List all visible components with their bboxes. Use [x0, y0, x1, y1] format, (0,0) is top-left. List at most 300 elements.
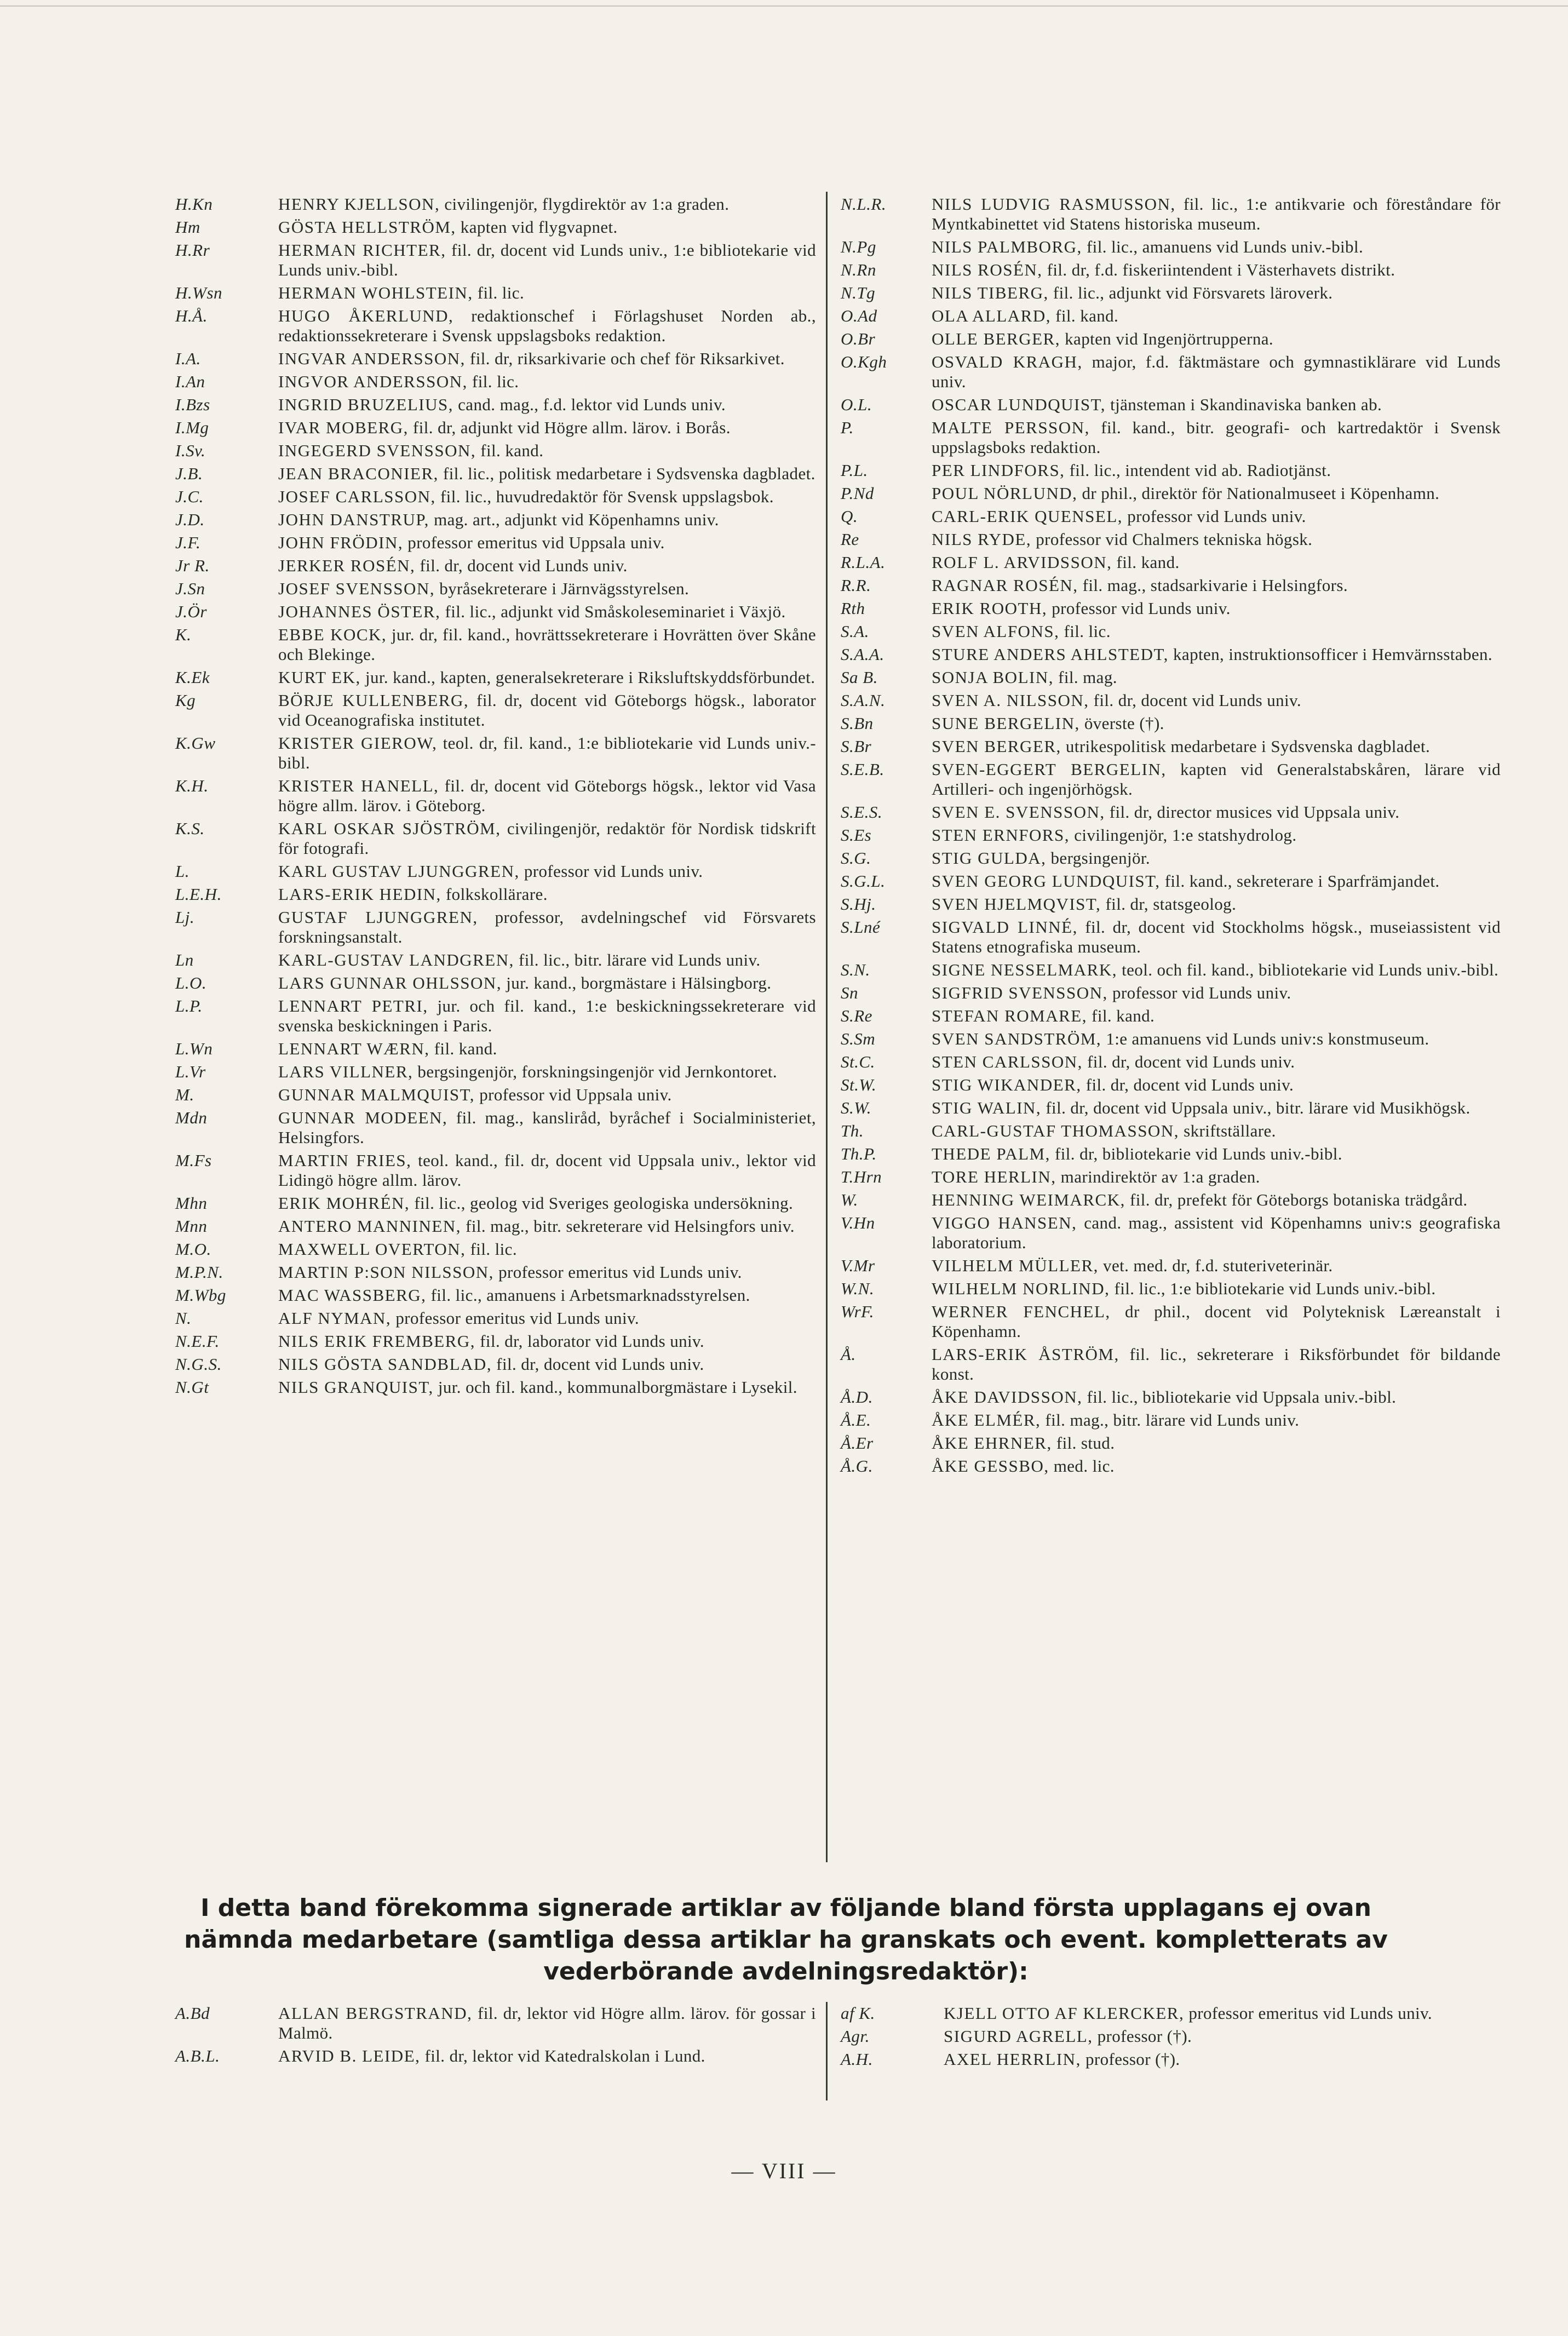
contributor-name: NILS ERIK FREMBERG,: [278, 1331, 476, 1351]
signature-abbreviation: P.: [841, 418, 854, 437]
contributor-description: [278, 1308, 816, 1328]
contributor-title: professor vid Lunds univ.: [1123, 507, 1306, 526]
signature-abbreviation: J.Ör: [175, 602, 207, 621]
signature-abbreviation: WrF.: [841, 1302, 874, 1321]
contributor-description: [278, 217, 816, 237]
contributor-name: SIGFRID SVENSSON,: [932, 983, 1108, 1002]
contributor-description: [932, 1456, 1501, 1476]
contributor-title: jur. kand., kapten, generalsekreterare i Riksluftskyddsförbundet.: [360, 668, 815, 687]
contributor-title: fil. dr, riksarkivarie och chef för Riksarkivet.: [465, 349, 785, 368]
contributor-title: fil. dr, laborator vid Lunds univ.: [475, 1331, 705, 1351]
contributor-title: kapten vid flygvapnet.: [456, 217, 618, 237]
contributor-entry: [841, 1190, 1501, 1210]
signature-abbreviation: S.A.A.: [841, 645, 884, 664]
signature-abbreviation: L.P.: [175, 996, 203, 1015]
signature-abbreviation: K.H.: [175, 776, 209, 795]
contributor-entry: [841, 848, 1501, 868]
contributor-entry: [175, 733, 816, 773]
contributor-title: professor emeritus vid Lunds univ.: [1184, 2004, 1433, 2023]
contributor-description: [278, 776, 816, 816]
contributor-entry: [841, 1302, 1501, 1341]
contributor-entry: [841, 530, 1501, 549]
contributor-name: NILS GÖSTA SANDBLAD,: [278, 1354, 492, 1374]
contributor-title: professor vid Uppsala univ.: [475, 1085, 672, 1104]
contributor-name: STIG GULDA,: [932, 848, 1047, 868]
contributor-entry: [175, 625, 816, 664]
contributor-title: bergsingenjör, forskningsingenjör vid Jernkontoret.: [413, 1062, 777, 1081]
column-divider: [826, 192, 828, 1862]
contributor-name: BÖRJE KULLENBERG,: [278, 691, 469, 710]
contributor-title: fil. dr, docent vid Uppsala univ., bitr. lärare vid Musikhögsk.: [1041, 1098, 1471, 1117]
contributor-entry: [841, 714, 1501, 733]
contributor-description: [932, 576, 1501, 595]
contributor-description: [278, 1108, 816, 1147]
contributor-description: [932, 871, 1501, 891]
contributor-entry: [175, 510, 816, 530]
contributor-name: VIGGO HANSEN,: [932, 1213, 1077, 1232]
contributor-description: [932, 848, 1501, 868]
contributor-description: [932, 691, 1501, 710]
contributor-entry: [841, 194, 1501, 234]
contributor-name: KRISTER GIEROW,: [278, 733, 438, 753]
contributor-entry: [841, 306, 1501, 326]
contributor-description: [278, 691, 816, 730]
contributor-name: ÅKE DAVIDSSON,: [932, 1387, 1083, 1407]
contributor-name: ALF NYMAN,: [278, 1308, 392, 1328]
contributor-title: fil. lic., geolog vid Sveriges geologiska undersökning.: [410, 1193, 794, 1213]
contributor-title: civilingenjör, 1:e statshydrolog.: [1070, 825, 1297, 845]
contributor-description: [932, 1121, 1501, 1141]
contributor-name: STEN ERNFORS,: [932, 825, 1070, 845]
contributor-description: [278, 1331, 816, 1351]
contributor-entry: [175, 395, 816, 415]
contributor-title: fil. dr, f.d. fiskeriintendent i Västerhavets distrikt.: [1042, 260, 1395, 279]
contributor-entry: [841, 645, 1501, 664]
contributor-description: [932, 484, 1501, 503]
contributor-entry: [841, 1052, 1501, 1072]
contributor-name: NILS GRANQUIST,: [278, 1378, 434, 1397]
contributor-title: fil. lic., sekreterare i Riksförbundet för bildande konst.: [932, 1345, 1501, 1384]
contributor-name: NILS RYDE,: [932, 530, 1032, 549]
contributor-description: [278, 1039, 816, 1059]
signature-abbreviation: S.Hj.: [841, 894, 876, 914]
contributor-entry: [175, 217, 816, 237]
contributor-title: professor vid Lunds univ.: [1107, 983, 1291, 1002]
signature-abbreviation: I.A.: [175, 349, 201, 368]
signature-abbreviation: J.F.: [175, 533, 201, 552]
signature-abbreviation: S.N.: [841, 960, 870, 979]
contributor-name: SIGURD AGRELL,: [944, 2027, 1093, 2046]
signature-abbreviation: O.Ad: [841, 306, 877, 325]
contributor-entry: [175, 533, 816, 553]
signature-abbreviation: Th.P.: [841, 1144, 877, 1163]
contributor-title: fil. kand.: [476, 441, 544, 460]
contributor-entry: [175, 1216, 816, 1236]
contributor-entry: [841, 1387, 1501, 1407]
contributor-entry: [175, 2004, 816, 2043]
signature-abbreviation: A.B.L.: [175, 2046, 220, 2065]
contributor-entry: [841, 1345, 1501, 1384]
contributor-name: SIGVALD LINNÉ,: [932, 917, 1078, 937]
contributor-entry: [175, 240, 816, 280]
contributor-description: [932, 237, 1501, 257]
contributor-title: fil. dr, adjunkt vid Högre allm. lärov. i Borås.: [408, 418, 731, 437]
signature-abbreviation: J.D.: [175, 510, 205, 529]
contributor-name: PER LINDFORS,: [932, 461, 1065, 480]
contributor-description: [278, 441, 816, 461]
signature-abbreviation: V.Hn: [841, 1213, 875, 1232]
contributor-description: [932, 645, 1501, 664]
contributor-title: fil. lic., huvudredaktör för Svensk uppslagsbok.: [435, 487, 774, 506]
contributor-title: fil. lic., bibliotekarie vid Uppsala univ.-bibl.: [1082, 1387, 1397, 1407]
contributor-title: överste (†).: [1079, 714, 1164, 733]
signature-abbreviation: Agr.: [841, 2027, 870, 2046]
signature-abbreviation: A.Bd: [175, 2004, 210, 2023]
contributor-entry: [841, 418, 1501, 457]
contributor-title: fil. dr, docent vid Lunds univ.: [415, 556, 628, 575]
contributor-name: GUSTAF LJUNGGREN,: [278, 908, 478, 927]
contributor-name: LENNART WÆRN,: [278, 1039, 430, 1058]
contributor-title: fil. lic., bitr. lärare vid Lunds univ.: [514, 950, 761, 969]
contributor-title: fil. lic.: [473, 283, 525, 302]
contributor-description: [932, 760, 1501, 799]
contributor-description: [278, 1151, 816, 1190]
contributor-name: ERIK MOHRÉN,: [278, 1193, 410, 1213]
signature-abbreviation: S.G.L.: [841, 871, 886, 891]
contributor-title: fil. lic., politisk medarbetare i Sydsvenska dagbladet.: [438, 464, 815, 483]
contributor-title: professor vid Lunds univ.: [519, 862, 703, 881]
contributor-entry: [175, 885, 816, 904]
contributor-title: dr phil., direktör för Nationalmuseet i Köpenhamn.: [1077, 484, 1440, 503]
signature-abbreviation: L.E.H.: [175, 885, 222, 904]
contributor-entry: [175, 1062, 816, 1082]
contributor-name: HERMAN WOHLSTEIN,: [278, 283, 473, 302]
contributor-name: JOHN FRÖDIN,: [278, 533, 404, 552]
contributor-description: [278, 372, 816, 392]
contributor-title: teol. och fil. kand., bibliotekarie vid Lunds univ.-bibl.: [1117, 960, 1499, 979]
contributor-title: fil. lic., amanuens vid Lunds univ.-bibl.: [1082, 237, 1364, 256]
contributor-title: fil. dr, docent vid Lunds univ.: [1081, 1075, 1294, 1094]
contributor-name: ÅKE GESSBO,: [932, 1456, 1049, 1476]
contributor-entry: [175, 908, 816, 947]
signature-abbreviation: S.A.N.: [841, 691, 886, 710]
contributor-entry: [175, 283, 816, 303]
contributor-title: folkskollärare.: [441, 885, 548, 904]
contributor-entry: [841, 1279, 1501, 1299]
contributor-name: NILS ROSÉN,: [932, 260, 1043, 279]
contributor-title: professor (†).: [1081, 2050, 1180, 2069]
contributor-name: JOHANNES ÖSTER,: [278, 602, 441, 621]
signature-abbreviation: S.E.S.: [841, 802, 883, 822]
contributor-description: [278, 973, 816, 993]
signature-abbreviation: Å.: [841, 1345, 856, 1364]
signature-abbreviation: Mnn: [175, 1216, 208, 1236]
contributor-entry: [841, 1075, 1501, 1095]
signature-abbreviation: P.L.: [841, 461, 868, 480]
contributor-description: [932, 1387, 1501, 1407]
contributor-title: fil. dr, docent vid Lunds univ.: [1082, 1052, 1295, 1071]
contributor-title: professor vid Chalmers tekniska högsk.: [1031, 530, 1313, 549]
contributor-title: cand. mag., f.d. lektor vid Lunds univ.: [453, 395, 726, 414]
signature-abbreviation: K.Ek: [175, 668, 210, 687]
contributor-title: tjänsteman i Skandinaviska banken ab.: [1105, 395, 1382, 414]
contributor-name: GÖSTA HELLSTRÖM,: [278, 217, 456, 237]
contributor-title: professor emeritus vid Lunds univ.: [493, 1262, 742, 1282]
contributor-description: [932, 352, 1501, 392]
contributor-name: LARS GUNNAR OHLSSON,: [278, 973, 502, 992]
contributor-entry: [841, 599, 1501, 618]
contributor-name: KJELL OTTO AF KLERCKER,: [944, 2004, 1185, 2023]
contributor-name: INGVOR ANDERSSON,: [278, 372, 468, 391]
contributor-entry: [841, 894, 1501, 914]
signature-abbreviation: S.Sm: [841, 1029, 876, 1048]
contributor-title: med. lic.: [1049, 1456, 1115, 1476]
signature-abbreviation: I.Bzs: [175, 395, 210, 414]
signature-abbreviation: S.Bn: [841, 714, 874, 733]
contributor-name: CARL-GUSTAF THOMASSON,: [932, 1121, 1179, 1140]
contributor-entry: [841, 576, 1501, 595]
contributors-right-column: [841, 194, 1501, 1479]
contributor-title: professor, avdelningschef vid Försvarets forskningsanstalt.: [278, 908, 816, 946]
contributor-description: [932, 960, 1501, 980]
contributor-description: [944, 2050, 1501, 2069]
contributor-name: GUNNAR MODEEN,: [278, 1108, 448, 1127]
contributor-title: fil. dr, prefekt för Göteborgs botaniska trädgård.: [1125, 1190, 1468, 1209]
contributor-entry: [175, 973, 816, 993]
contributor-entry: [841, 553, 1501, 572]
contributor-description: [278, 464, 816, 484]
contributor-description: [932, 283, 1501, 303]
contributor-description: [278, 1216, 816, 1236]
contributor-description: [932, 1167, 1501, 1187]
contributor-name: SONJA BOLIN,: [932, 668, 1054, 687]
signature-abbreviation: Rth: [841, 599, 865, 618]
contributor-name: KARL GUSTAV LJUNGGREN,: [278, 862, 520, 881]
signature-abbreviation: T.Hrn: [841, 1167, 882, 1186]
signature-abbreviation: M.P.N.: [175, 1262, 223, 1282]
contributor-entry: [841, 960, 1501, 980]
contributor-description: [932, 1433, 1501, 1453]
contributor-entry: [841, 352, 1501, 392]
contributor-name: ALLAN BERGSTRAND,: [278, 2004, 473, 2023]
contributor-entry: [841, 283, 1501, 303]
contributor-description: [278, 908, 816, 947]
contributor-title: fil. dr, lektor vid Katedralskolan i Lund.: [420, 2046, 705, 2065]
signature-abbreviation: K.: [175, 625, 192, 644]
contributor-entry: [841, 1433, 1501, 1453]
contributor-description: [278, 733, 816, 773]
contributor-name: SVEN HJELMQVIST,: [932, 894, 1101, 914]
signature-abbreviation: M.: [175, 1085, 194, 1104]
contributor-title: redaktionschef i Förlagshuset Norden ab., redaktionssekreterare i Svensk uppslagsboks redaktion.: [278, 306, 816, 345]
contributor-entry: [841, 329, 1501, 349]
signature-abbreviation: N.: [175, 1308, 192, 1328]
signature-abbreviation: N.L.R.: [841, 194, 887, 214]
signature-abbreviation: I.Sv.: [175, 441, 206, 460]
contributor-title: jur. och fil. kand., 1:e beskickningssekreterare vid svenska beskickningen i Paris.: [278, 996, 816, 1035]
first-edition-intro-heading: I detta band förekomma signerade artiklar av följande bland första upplagans ej ovan nämnda medarbetare (samtliga dessa artiklar ha granskats och event. kompletterats av vederbörande avdelningsredaktör):: [184, 1894, 1388, 1985]
signature-abbreviation: Q.: [841, 507, 858, 526]
first-edition-right-column: [841, 2004, 1501, 2073]
contributor-entry: [175, 1039, 816, 1059]
contributor-title: fil. lic.: [467, 372, 519, 391]
contributor-entry: [175, 776, 816, 816]
signature-abbreviation: N.Pg: [841, 237, 876, 256]
contributor-description: [944, 2004, 1501, 2023]
contributor-entry: [841, 760, 1501, 799]
contributor-description: [278, 1262, 816, 1282]
contributor-description: [278, 1285, 816, 1305]
signature-abbreviation: Kg: [175, 691, 196, 710]
contributor-name: AXEL HERRLIN,: [944, 2050, 1081, 2069]
contributor-description: [278, 668, 816, 687]
signature-abbreviation: Å.Er: [841, 1433, 874, 1453]
contributor-title: civilingenjör, redaktör för Nordisk tidskrift för fotografi.: [278, 819, 816, 858]
contributor-description: [278, 240, 816, 280]
contributor-name: INGEGERD SVENSSON,: [278, 441, 476, 460]
signature-abbreviation: L.Vr: [175, 1062, 206, 1081]
signature-abbreviation: Mdn: [175, 1108, 208, 1127]
contributor-description: [278, 579, 816, 599]
signature-abbreviation: Jr R.: [175, 556, 210, 575]
signature-abbreviation: S.A.: [841, 622, 869, 641]
contributor-title: vet. med. dr, f.d. stuteriveterinär.: [1098, 1256, 1333, 1275]
contributor-entry: [175, 1285, 816, 1305]
contributor-entry: [841, 1213, 1501, 1253]
contributor-entry: [841, 395, 1501, 415]
contributor-name: THEDE PALM,: [932, 1144, 1050, 1163]
contributor-title: fil. lic., 1:e antikvarie och föreståndare för Myntkabinettet vid Statens historiska museum.: [932, 194, 1501, 233]
contributor-title: fil. lic., intendent vid ab. Radiotjänst.: [1065, 461, 1331, 480]
signature-abbreviation: S.Re: [841, 1006, 872, 1025]
contributor-title: 1:e amanuens vid Lunds univ:s konstmuseum.: [1101, 1029, 1429, 1048]
signature-abbreviation: S.Br: [841, 737, 872, 756]
contributor-name: STEN CARLSSON,: [932, 1052, 1083, 1071]
contributor-description: [932, 1410, 1501, 1430]
contributor-description: [944, 2027, 1501, 2046]
contributor-name: SUNE BERGELIN,: [932, 714, 1080, 733]
contributor-name: STIG WALIN,: [932, 1098, 1042, 1117]
contributor-name: NILS PALMBORG,: [932, 237, 1082, 256]
contributor-entry: [841, 1410, 1501, 1430]
signature-abbreviation: R.L.A.: [841, 553, 886, 572]
contributor-description: [278, 2046, 816, 2066]
signature-abbreviation: W.N.: [841, 1279, 875, 1298]
signature-abbreviation: I.An: [175, 372, 205, 391]
contributor-name: ÅKE ELMÉR,: [932, 1410, 1041, 1430]
contributor-name: KARL-GUSTAV LANDGREN,: [278, 950, 514, 969]
signature-abbreviation: R.R.: [841, 576, 871, 595]
bottom-column-divider: [826, 2002, 828, 2100]
contributor-entry: [175, 2046, 816, 2066]
contributor-entry: [175, 1354, 816, 1374]
contributor-description: [932, 1302, 1501, 1341]
signature-abbreviation: V.Mr: [841, 1256, 875, 1275]
contributor-name: IVAR MOBERG,: [278, 418, 409, 437]
contributor-entry: [175, 1239, 816, 1259]
contributor-name: ÅKE EHRNER,: [932, 1433, 1052, 1453]
contributor-description: [932, 507, 1501, 526]
contributor-title: fil. dr, docent vid Lunds univ.: [492, 1354, 704, 1374]
contributor-description: [932, 1256, 1501, 1276]
contributor-title: teol. dr, fil. kand., 1:e bibliotekarie vid Lunds univ.-bibl.: [278, 733, 816, 772]
contributor-name: OSCAR LUNDQUIST,: [932, 395, 1106, 414]
contributor-title: kapten, instruktionsofficer i Hemvärnsstaben.: [1168, 645, 1493, 664]
contributor-name: WERNER FENCHEL,: [932, 1302, 1111, 1321]
contributor-description: [932, 395, 1501, 415]
contributor-description: [278, 1378, 816, 1397]
signature-abbreviation: H.Å.: [175, 306, 208, 325]
contributor-name: LENNART PETRI,: [278, 996, 428, 1015]
contributor-description: [278, 625, 816, 664]
contributor-title: fil. dr, docent vid Göteborgs högsk., laborator vid Oceanografiska institutet.: [278, 691, 816, 730]
contributor-description: [932, 622, 1501, 641]
contributor-description: [932, 599, 1501, 618]
contributor-description: [278, 1354, 816, 1374]
contributor-entry: [841, 737, 1501, 756]
contributor-name: JERKER ROSÉN,: [278, 556, 416, 575]
contributor-name: EBBE KOCK,: [278, 625, 387, 644]
contributor-description: [278, 602, 816, 622]
contributor-description: [278, 510, 816, 530]
signature-abbreviation: N.G.S.: [175, 1354, 222, 1374]
contributor-name: OLLE BERGER,: [932, 329, 1060, 348]
signature-abbreviation: S.W.: [841, 1098, 871, 1117]
contributor-entry: [175, 1193, 816, 1213]
signature-abbreviation: J.C.: [175, 487, 204, 506]
contributor-name: JOSEF SVENSSON,: [278, 579, 435, 598]
contributor-name: VILHELM MÜLLER,: [932, 1256, 1099, 1275]
contributor-entry: [841, 1098, 1501, 1118]
contributor-title: fil. lic., adjunkt vid Försvarets läroverk.: [1048, 283, 1333, 302]
contributor-title: fil. mag., kansliråd, byråchef i Socialministeriet, Helsingfors.: [278, 1108, 816, 1147]
contributor-entry: [175, 819, 816, 858]
contributor-name: MALTE PERSSON,: [932, 418, 1090, 437]
contributor-title: professor emeritus vid Lunds univ.: [391, 1308, 640, 1328]
contributor-name: ANTERO MANNINEN,: [278, 1216, 461, 1236]
contributor-description: [932, 917, 1501, 957]
contributor-description: [278, 349, 816, 369]
contributor-name: STEFAN ROMARE,: [932, 1006, 1087, 1025]
contributor-entry: [841, 691, 1501, 710]
contributor-name: STIG WIKANDER,: [932, 1075, 1082, 1094]
contributor-entry: [175, 1378, 816, 1397]
contributor-title: fil. dr, docent vid Stockholms högsk., museiassistent vid Statens etnografiska museum.: [932, 917, 1501, 956]
contributor-name: JOHN DANSTRUP,: [278, 510, 429, 529]
contributor-entry: [841, 1121, 1501, 1141]
signature-abbreviation: M.Wbg: [175, 1285, 226, 1305]
contributor-name: TORE HERLIN,: [932, 1167, 1056, 1186]
contributor-description: [278, 194, 816, 214]
contributor-description: [932, 737, 1501, 756]
contributor-entry: [841, 1167, 1501, 1187]
signature-abbreviation: J.B.: [175, 464, 203, 483]
signature-abbreviation: St.C.: [841, 1052, 875, 1071]
signature-abbreviation: Th.: [841, 1121, 864, 1140]
contributor-name: HERMAN RICHTER,: [278, 240, 446, 260]
contributor-description: [932, 1052, 1501, 1072]
contributor-title: fil. stud.: [1052, 1433, 1115, 1453]
contributor-name: HENRY KJELLSON,: [278, 194, 440, 214]
contributor-title: mag. art., adjunkt vid Köpenhamns univ.: [429, 510, 719, 529]
contributor-name: LARS VILLNER,: [278, 1062, 413, 1081]
contributor-description: [278, 885, 816, 904]
contributor-description: [278, 1193, 816, 1213]
contributor-name: INGRID BRUZELIUS,: [278, 395, 453, 414]
contributor-entry: [175, 996, 816, 1036]
contributors-left-column: [175, 194, 816, 1401]
contributor-description: [278, 2004, 816, 2043]
